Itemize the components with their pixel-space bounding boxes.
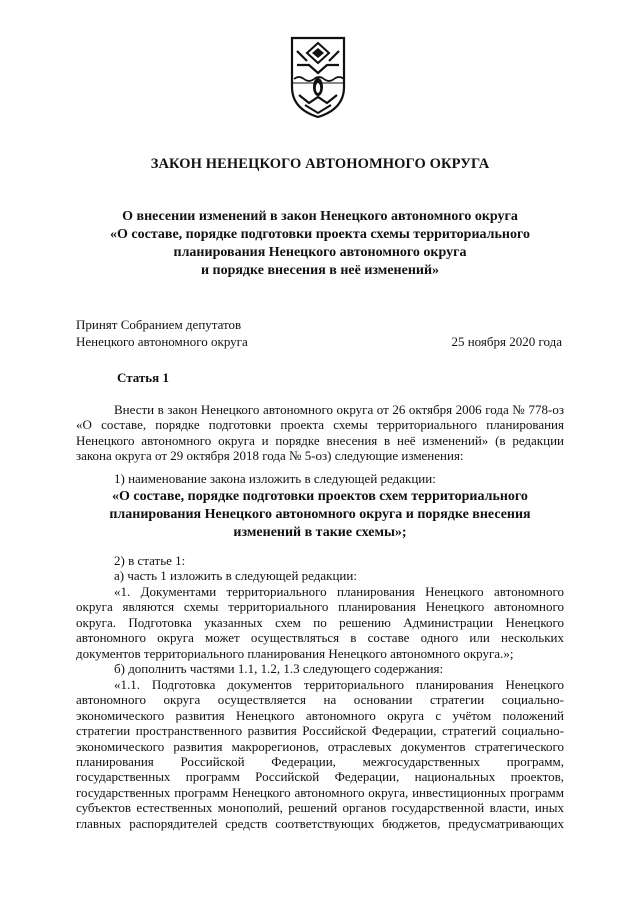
intro-paragraph	[76, 402, 564, 464]
text-line: документов территориального планирования Ненецкого автономного округа.»;	[76, 645, 514, 661]
text-line: 1) наименование закона изложить в следующей редакции:	[114, 471, 436, 486]
text-line: планирования Российской Федерации, межгосударственных программ,	[76, 754, 564, 770]
new-law-name	[76, 488, 564, 542]
text-line: округа являются схемы территориального планирования Ненецкого автономного	[76, 599, 564, 615]
new-name-line: планирования Ненецкого автономного округа и порядке внесения	[109, 507, 531, 522]
text-line: стратегии пространственного развития Российской Федерации, стратегий социально-	[76, 723, 564, 739]
article-heading: Статья 1	[117, 370, 169, 385]
adopted-by	[76, 316, 248, 350]
law-subject	[60, 208, 580, 280]
text-line: государственных программ Ненецкого автономного округа, инвестиционных программ	[76, 784, 564, 800]
new-name-line: изменений в такие схемы»;	[233, 525, 407, 540]
subject-line: «О составе, порядке подготовки проекта схемы территориального	[110, 227, 530, 242]
text-line: автономного округа осуществляется на основании стратегии социально-	[76, 692, 564, 708]
part-1-1-paragraph	[76, 677, 564, 831]
text-line: автономного округа может осуществляться в составе одного или нескольких	[76, 630, 564, 646]
item-1	[76, 471, 564, 486]
text-line: государственных программ Российской Федерации, национальных проектов,	[76, 769, 564, 785]
text-line: экономического развития Ненецкого автономного округа с учётом положений	[76, 707, 564, 723]
adopted-line: Принят Собранием депутатов	[76, 317, 242, 332]
text-line: «1.1. Подготовка документов территориального планирования Ненецкого	[114, 677, 564, 692]
text-line: округа. Подготовка указанных схем по решению Администрации Ненецкого	[76, 614, 564, 630]
text-line: «1. Документами территориального планирования Ненецкого автономного	[114, 584, 564, 599]
text-line: Внести в закон Ненецкого автономного округа от 26 октября 2006 года № 778-оз	[114, 402, 564, 417]
subject-line: и порядке внесения в неё изменений»	[200, 263, 440, 278]
text-line: главных распорядителей средств соответствующих бюджетов, предусматривающих	[76, 815, 564, 831]
adopted-date: 25 ноября 2020 года	[451, 334, 562, 349]
adopted-line: Ненецкого автономного округа	[76, 334, 248, 349]
text-line: субъектов естественных монополий, решений органов государственной власти, иных	[76, 800, 564, 816]
text-line: закона округа от 29 октября 2018 года № 5-оз) следующие изменения:	[76, 448, 464, 464]
text-line: Ненецкого автономного округа и порядке внесения в неё изменений» (в редакции	[76, 432, 564, 448]
text-line: 2) в статье 1:	[114, 553, 186, 568]
text-line: «О составе, порядке подготовки проекта схемы территориального планирования	[76, 417, 564, 433]
part-1-paragraph	[76, 584, 564, 661]
text-line: а) часть 1 изложить в следующей редакции:	[114, 568, 357, 584]
law-title: ЗАКОН НЕНЕЦКОГО АВТОНОМНОГО ОКРУГА	[150, 156, 490, 172]
item-2	[76, 553, 564, 584]
text-line: экономического развития макрорегионов, отраслевых документов стратегического	[76, 738, 564, 754]
subject-line: О внесении изменений в закон Ненецкого автономного округа	[122, 209, 518, 224]
new-name-line: «О составе, порядке подготовки проектов схем территориального	[112, 489, 528, 504]
subject-line: планирования Ненецкого автономного округа	[173, 245, 467, 260]
text-line: б) дополнить частями 1.1, 1.2, 1.3 следующего содержания:	[114, 661, 444, 676]
item-b	[76, 661, 564, 676]
coat-of-arms-emblem	[289, 35, 347, 119]
